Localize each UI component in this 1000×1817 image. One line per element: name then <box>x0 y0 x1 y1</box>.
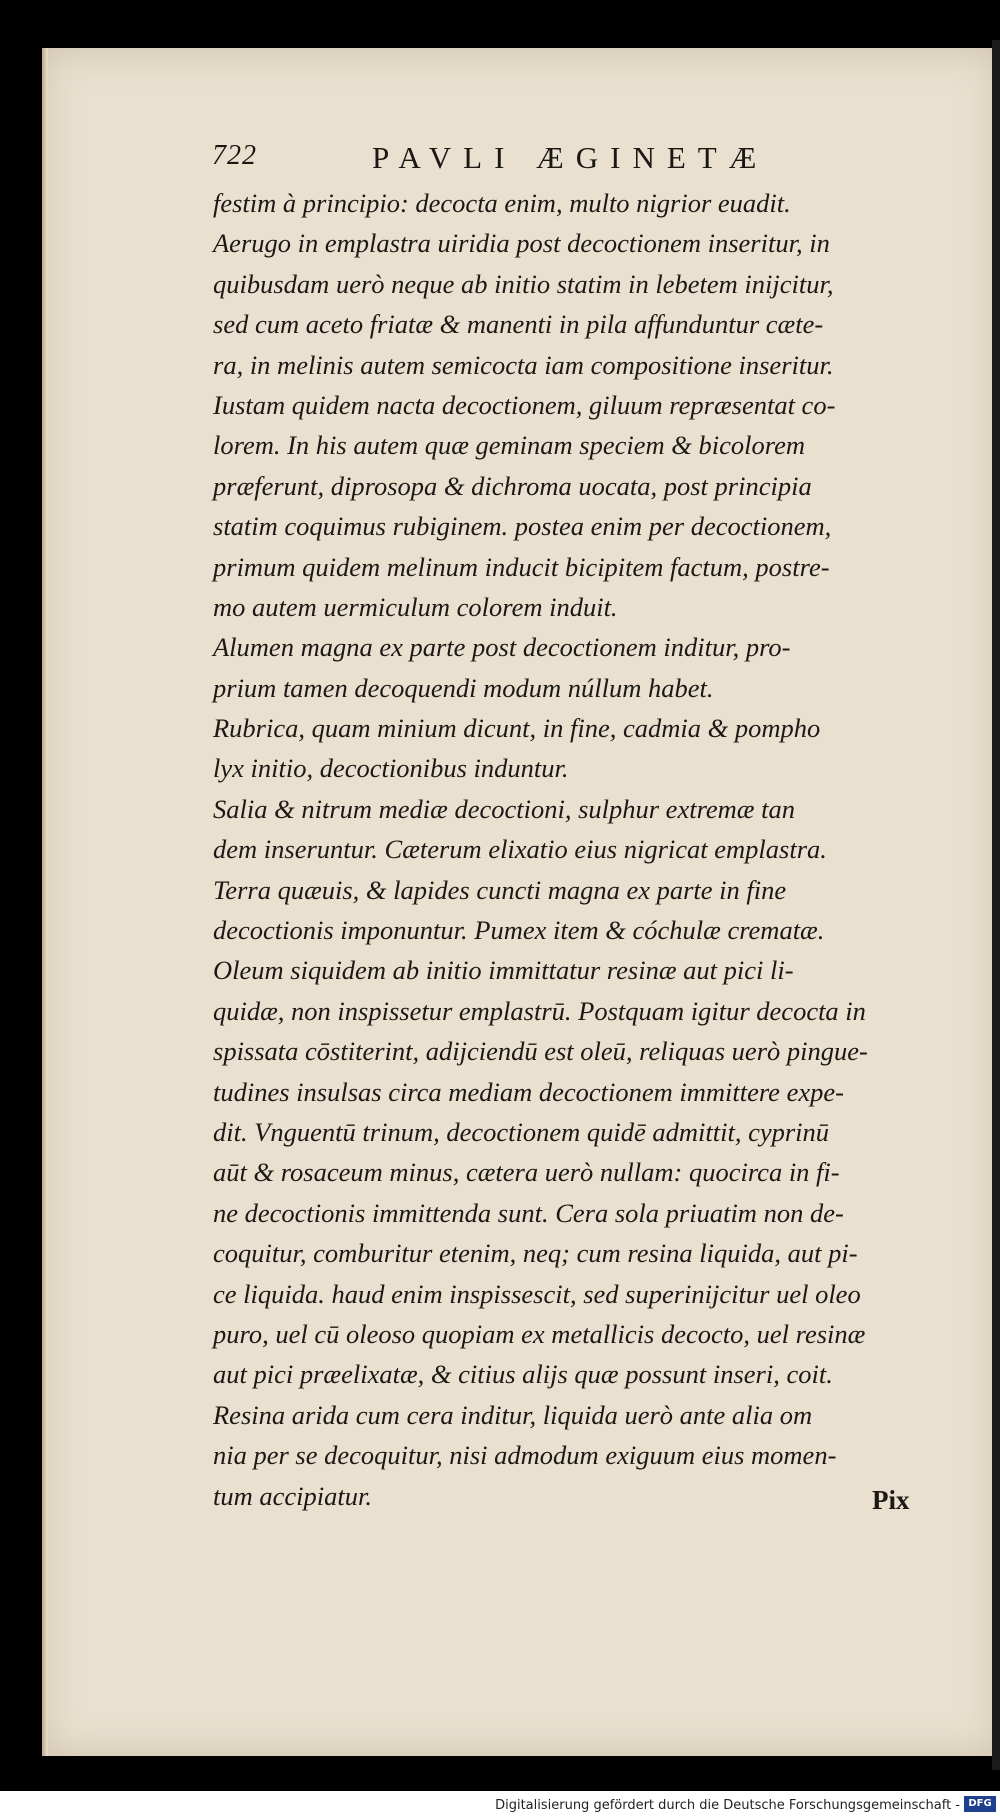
text-line: statim coquimus rubiginem. postea enim per decoctionem, <box>213 511 832 542</box>
dfg-logo: DFG <box>964 1796 996 1812</box>
text-line: Aerugo in emplastra uiridia post decoctionem inseritur, in <box>213 228 830 259</box>
text-line: prium tamen decoquendi modum núllum habet. <box>213 672 714 703</box>
text-line: quibusdam uerò neque ab initio statim in lebetem inijcitur, <box>213 268 834 299</box>
text-line: decoctionis imponuntur. Pumex item & cóchulæ crematæ. <box>213 915 825 946</box>
text-line: aūt & rosaceum minus, cætera uerò nullam: quocirca in fi- <box>213 1157 840 1188</box>
running-title: PAVLI ÆGINETÆ <box>372 140 769 175</box>
text-line: aut pici præelixatæ, & citius alijs quæ possunt inseri, coit. <box>213 1359 833 1390</box>
footer-credit: Digitalisierung gefördert durch die Deutsche Forschungsgemeinschaft - <box>495 1798 960 1813</box>
text-line: lorem. In his autem quæ geminam speciem & bicolorem <box>213 430 805 461</box>
text-line: Iustam quidem nacta decoctionem, giluum repræsentat co- <box>213 389 836 420</box>
text-line: Salia & nitrum mediæ decoctioni, sulphur extremæ tan <box>213 793 795 824</box>
text-line: Rubrica, quam minium dicunt, in fine, cadmia & pompho <box>213 713 821 744</box>
text-line: spissata cōstiterint, adijciendū est oleū, reliquas uerò pingue- <box>213 1036 868 1067</box>
text-line: nia per se decoquitur, nisi admodum exiguum eius momen- <box>213 1440 837 1471</box>
text-line: lyx initio, decoctionibus induntur. <box>213 753 569 784</box>
page-gutter-edge <box>42 48 48 1756</box>
text-line: coquitur, comburitur etenim, neq; cum resina liquida, aut pi- <box>213 1238 858 1269</box>
text-line: Oleum siquidem ab initio immittatur resinæ aut pici li- <box>213 955 794 986</box>
page-header <box>212 140 932 184</box>
text-line: Alumen magna ex parte post decoctionem inditur, pro- <box>213 632 791 663</box>
text-line: primum quidem melinum inducit bicipitem factum, postre- <box>213 551 830 582</box>
text-line: quidæ, non inspissetur emplastrū. Postquam igitur decocta in <box>213 995 866 1026</box>
text-line: Resina arida cum cera inditur, liquida uerò ante alia om <box>213 1399 813 1430</box>
page-number: 722 <box>212 140 257 171</box>
text-line: mo autem uermiculum colorem induit. <box>213 591 618 622</box>
text-line: sed cum aceto friatæ & manenti in pila affunduntur cæte- <box>213 309 824 340</box>
text-line: ce liquida. haud enim inspissescit, sed superinijcitur uel oleo <box>213 1278 861 1309</box>
text-line: Terra quæuis, & lapides cuncti magna ex parte in fine <box>213 874 787 905</box>
page-right-shadow <box>992 40 1000 1770</box>
text-line: festim à principio: decocta enim, multo nigrior euadit. <box>213 188 791 218</box>
text-line: præferunt, diprosopa & dichroma uocata, post principia <box>213 470 812 501</box>
text-line: ne decoctionis immittenda sunt. Cera sola priuatim non de- <box>213 1197 844 1228</box>
footer-bar <box>0 1791 1000 1817</box>
text-line: tum accipiatur. <box>213 1480 372 1511</box>
catchword: Pix <box>872 1485 910 1515</box>
text-line: ra, in melinis autem semicocta iam compositione inseritur. <box>213 349 834 380</box>
text-line: tudines insulsas circa mediam decoctionem immittere expe- <box>213 1076 844 1107</box>
text-line: puro, uel cū oleoso quopiam ex metallicis decocto, uel resinæ <box>213 1318 866 1349</box>
body-text <box>213 183 933 1516</box>
text-line: dit. Vnguentū trinum, decoctionem quidē admittit, cyprinū <box>213 1116 830 1147</box>
text-line: dem inseruntur. Cæterum elixatio eius nigricat emplastra. <box>213 834 827 865</box>
